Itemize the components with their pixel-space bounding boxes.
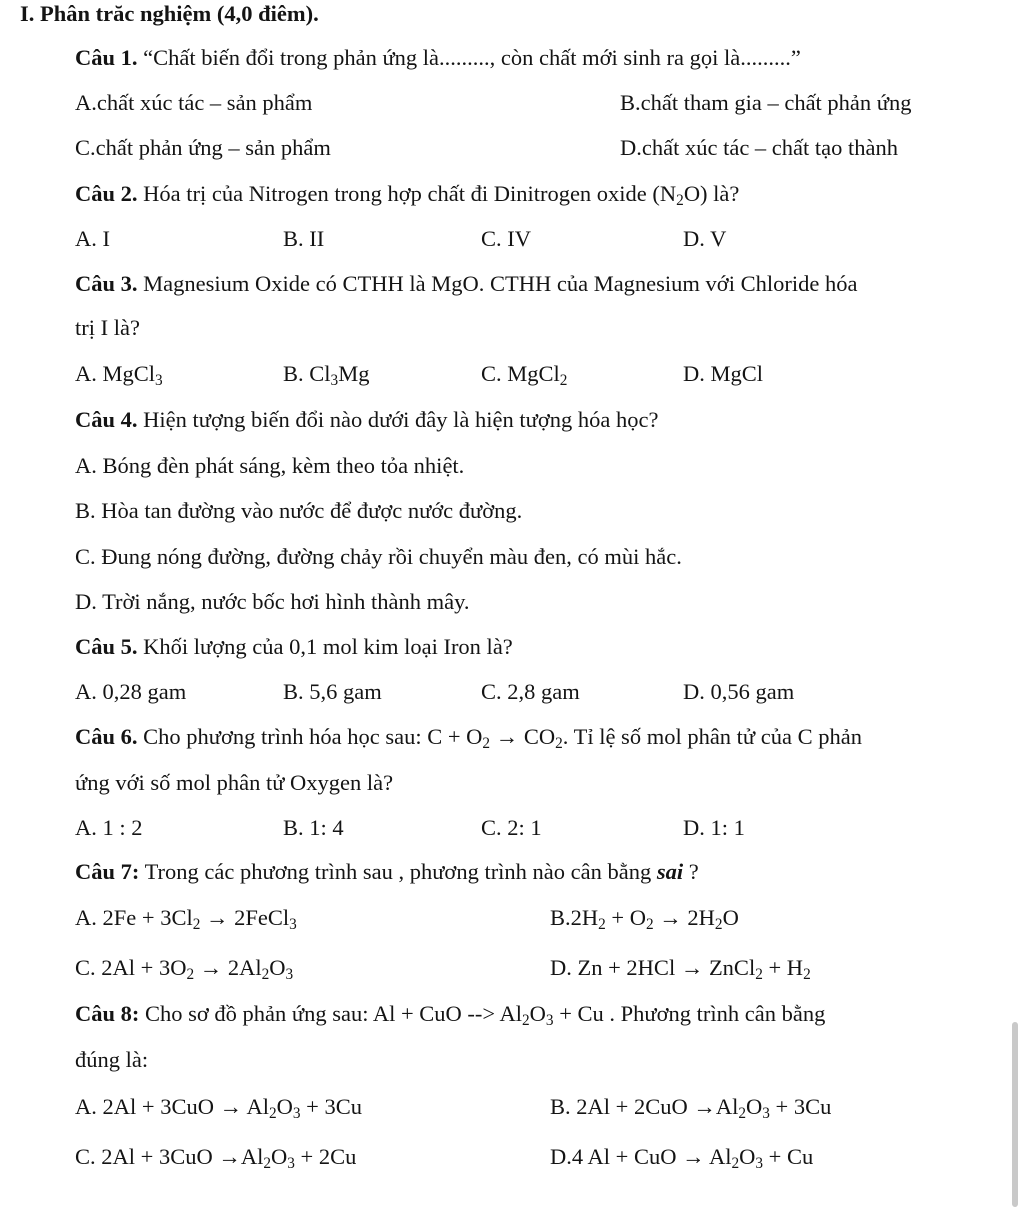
q8-option-a: [75, 1093, 362, 1121]
subscript: 2: [676, 191, 684, 209]
question-label: Câu 2.: [75, 181, 138, 206]
question-label: Câu 1.: [75, 45, 138, 70]
formula-text: O: [739, 1144, 756, 1169]
formula-text: + 3Cu: [769, 1094, 832, 1119]
question-label: Câu 7:: [75, 859, 140, 884]
section-title: I. Phân trăc nghiệm (4,0 điêm).: [20, 1, 319, 26]
formula-text: → CO: [490, 724, 556, 749]
subscript: 2: [803, 965, 811, 983]
subscript: 3: [330, 371, 339, 389]
q7-option-a: [75, 904, 297, 932]
subscript: 3: [285, 965, 294, 983]
q2-option-a: A. I: [75, 226, 110, 251]
question-4: [75, 406, 658, 434]
subscript: 2: [731, 1154, 740, 1172]
question-1: [75, 44, 801, 72]
question-text-post: ?: [683, 859, 699, 884]
formula-text: + Cu: [763, 1144, 814, 1169]
q6-option-d: D. 1: 1: [683, 815, 745, 840]
q3-option-d: D. MgCl: [683, 361, 764, 386]
q1-option-b: B.chất tham gia – chất phản ứng: [620, 90, 912, 115]
question-text: Magnesium Oxide có CTHH là MgO. CTHH của Magnesium với Chloride hóa: [143, 271, 858, 296]
subscript: 2: [261, 965, 270, 983]
formula-text: B.2H: [550, 905, 599, 930]
formula-text: → 2H: [653, 905, 715, 930]
subscript: 2: [263, 1154, 271, 1172]
subscript: 2: [559, 371, 568, 389]
question-text: Khối lượng của 0,1 mol kim loại Iron là?: [143, 634, 513, 659]
question-8: [75, 1000, 825, 1028]
subscript: 3: [755, 1154, 764, 1172]
q5-option-d: D. 0,56 gam: [683, 679, 795, 704]
formula-text: A. 2Fe + 3Cl: [75, 905, 193, 930]
question-text-post: . Tỉ lệ số mol phân tử của C phản: [562, 724, 862, 749]
question-text: Hiện tượng biến đổi nào dưới đây là hiện tượng hóa học?: [143, 407, 659, 432]
subscript: 2: [755, 965, 763, 983]
formula-text: C. 2Al + 3CuO →Al: [75, 1144, 264, 1169]
q6-option-c: C. 2: 1: [481, 815, 542, 840]
subscript: 3: [292, 1104, 301, 1122]
formula-text: D. Zn + 2HCl → ZnCl: [550, 955, 756, 980]
subscript: 2: [522, 1011, 530, 1029]
question-7: [75, 858, 699, 886]
formula-text: D.4 Al + CuO → Al: [550, 1144, 732, 1169]
question-3-line-2: trị I là?: [75, 315, 140, 340]
question-text-pre: Trong các phương trình sau , phương trình nào cân bằng: [144, 859, 657, 884]
formula-text: B. Cl: [283, 361, 331, 386]
q6-option-b: B. 1: 4: [283, 815, 344, 840]
question-label: Câu 5.: [75, 634, 138, 659]
q5-option-b: B. 5,6 gam: [283, 679, 382, 704]
formula-text: O: [722, 905, 739, 930]
question-6-line-2: ứng với số mol phân tử Oxygen là?: [75, 770, 394, 795]
q8-option-d: [550, 1143, 813, 1171]
question-label: Câu 4.: [75, 407, 138, 432]
q4-option-a: A. Bóng đèn phát sáng, kèm theo tỏa nhiệt.: [75, 453, 465, 478]
q1-option-d: D.chất xúc tác – chất tạo thành: [620, 135, 899, 160]
subscript: 2: [646, 915, 654, 933]
q2-option-c: C. IV: [481, 226, 531, 251]
subscript: 3: [762, 1104, 770, 1122]
formula-text: + 2Cu: [294, 1144, 357, 1169]
q4-option-d: D. Trời nắng, nước bốc hơi hình thành mây.: [75, 589, 470, 614]
subscript: 3: [289, 915, 297, 933]
formula-text: O: [269, 955, 286, 980]
formula-text: Mg: [338, 361, 370, 386]
formula-text: + O: [605, 905, 646, 930]
formula-text: O: [276, 1094, 293, 1119]
formula-text: C. MgCl: [481, 361, 560, 386]
formula-text: + H: [762, 955, 804, 980]
q3-option-c: [481, 360, 567, 388]
formula-text: A. MgCl: [75, 361, 156, 386]
question-text-pre: Cho phương trình hóa học sau: C + O: [143, 724, 483, 749]
q8-option-b: [550, 1093, 831, 1121]
q4-option-b: B. Hòa tan đường vào nước để được nước đường.: [75, 498, 523, 523]
question-text-post: + Cu . Phương trình cân bằng: [553, 1001, 826, 1026]
formula-text: + 3Cu: [300, 1094, 362, 1119]
formula-text: A. 2Al + 3CuO → Al: [75, 1094, 269, 1119]
subscript: 2: [555, 734, 563, 752]
formula-text: B. 2Al + 2CuO →Al: [550, 1094, 739, 1119]
formula-text: O: [529, 1001, 546, 1026]
subscript: 2: [186, 965, 195, 983]
emphasis-word: sai: [656, 859, 684, 884]
scrollbar-thumb[interactable]: [1012, 1022, 1018, 1207]
question-label: Câu 3.: [75, 271, 138, 296]
question-5: [75, 633, 513, 661]
subscript: 3: [155, 371, 163, 389]
formula-text: → 2FeCl: [200, 905, 290, 930]
q2-option-d: D. V: [683, 226, 727, 251]
q7-option-c: [75, 954, 293, 982]
q7-option-d: [550, 954, 811, 982]
subscript: 2: [268, 1104, 277, 1122]
question-3: [75, 270, 857, 298]
question-label: Câu 6.: [75, 724, 138, 749]
q4-option-c: C. Đung nóng đường, đường chảy rồi chuyển màu đen, có mùi hắc.: [75, 544, 682, 569]
question-text: “Chất biến đổi trong phản ứng là........., còn chất mới sinh ra gọi là.........”: [143, 45, 801, 70]
question-text-pre: Cho sơ đồ phản ứng sau: Al + CuO --> Al: [145, 1001, 522, 1026]
question-text-post: O) là?: [683, 181, 740, 206]
formula-text: C. 2Al + 3O: [75, 955, 187, 980]
subscript: 2: [482, 734, 491, 752]
question-label: Câu 8:: [75, 1001, 140, 1026]
question-text-pre: Hóa trị của Nitrogen trong hợp chất đi Dinitrogen oxide (N: [143, 181, 677, 206]
q1-option-c: C.chất phản ứng – sản phẩm: [75, 135, 331, 160]
formula-text: → 2Al: [194, 955, 262, 980]
subscript: 3: [287, 1154, 295, 1172]
formula-text: O: [270, 1144, 288, 1169]
q1-option-a: A.chất xúc tác – sản phẩm: [75, 90, 313, 115]
q7-option-b: [550, 904, 739, 932]
subscript: 2: [738, 1104, 746, 1122]
q5-option-c: C. 2,8 gam: [481, 679, 580, 704]
q6-option-a: A. 1 : 2: [75, 815, 143, 840]
q5-option-a: A. 0,28 gam: [75, 679, 187, 704]
subscript: 2: [598, 915, 606, 933]
q2-option-b: B. II: [283, 226, 325, 251]
formula-text: O: [745, 1094, 763, 1119]
question-8-line-2: đúng là:: [75, 1047, 149, 1072]
q8-option-c: [75, 1143, 356, 1171]
subscript: 2: [714, 915, 723, 933]
subscript: 3: [545, 1011, 554, 1029]
q3-option-b: [283, 360, 369, 388]
q3-option-a: [75, 360, 163, 388]
question-2: [75, 180, 739, 208]
question-6: [75, 723, 862, 751]
subscript: 2: [192, 915, 201, 933]
